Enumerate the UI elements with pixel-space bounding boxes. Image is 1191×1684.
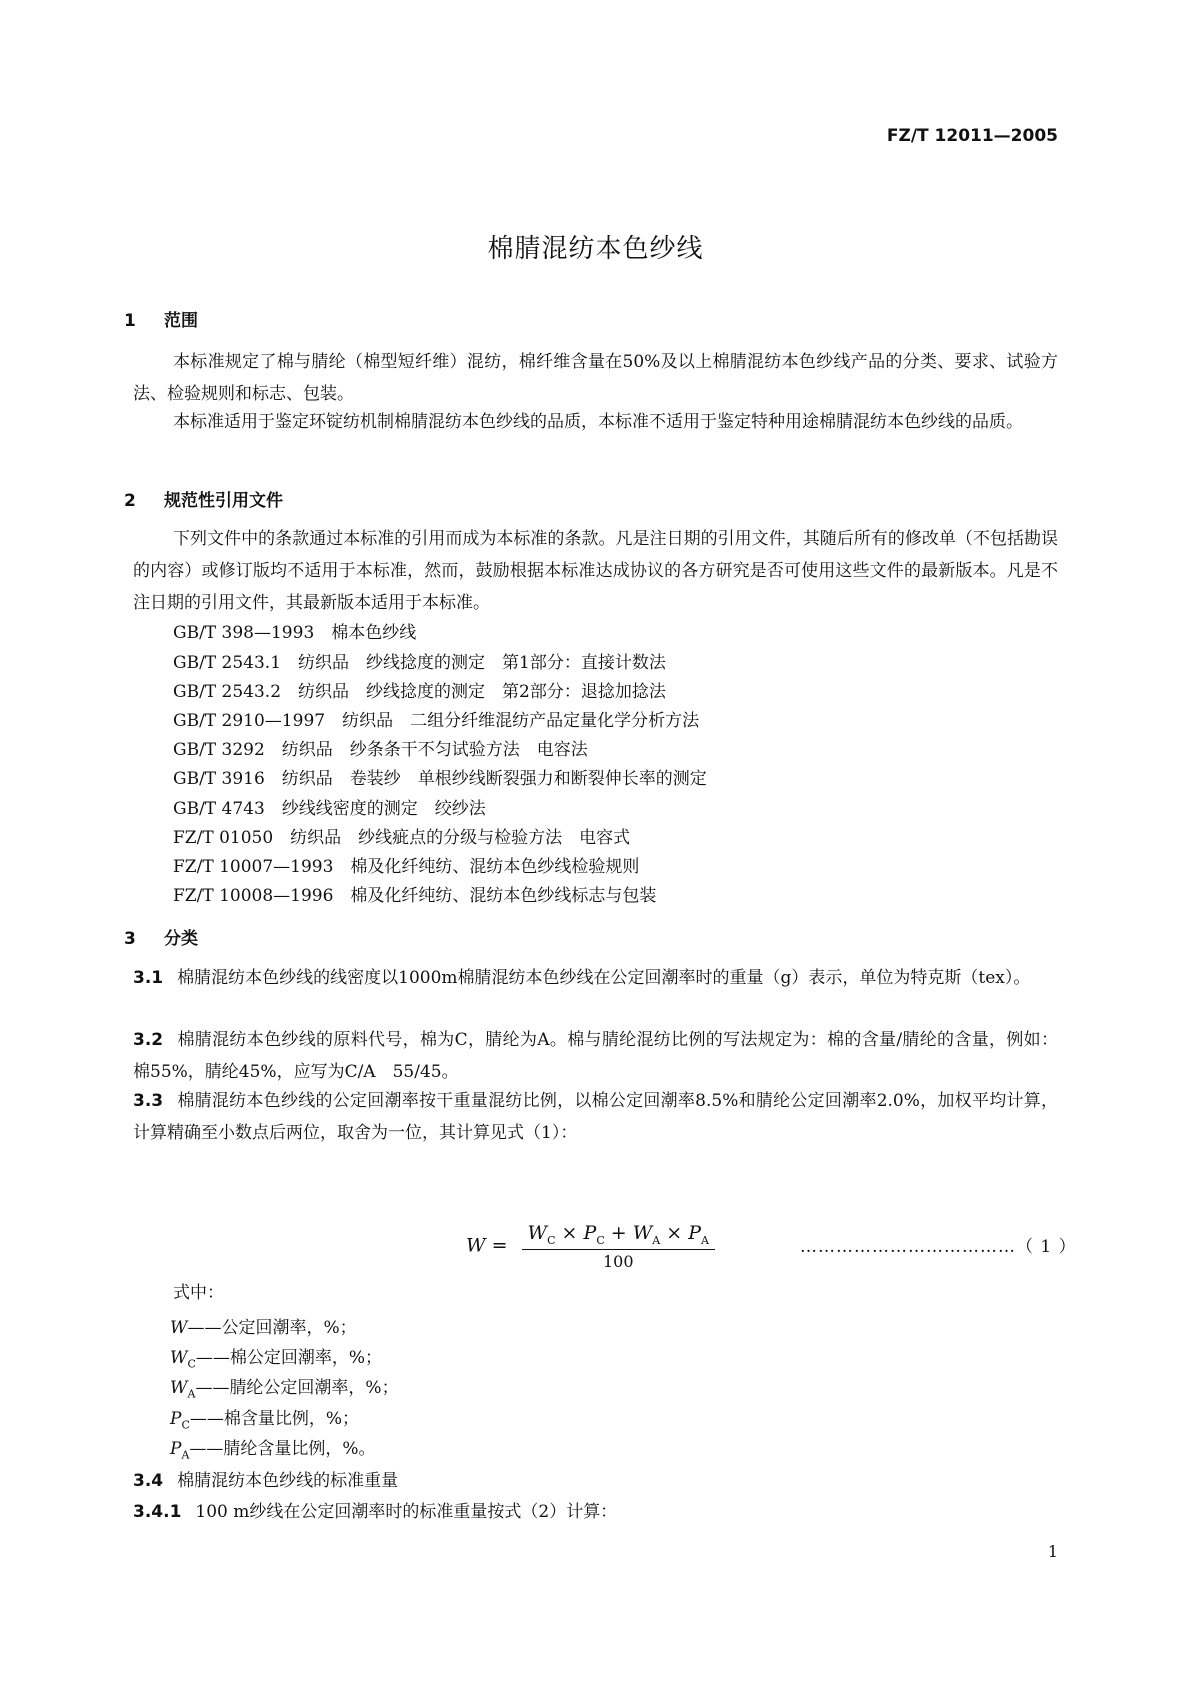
definition-text: ——腈纶含量比例，%。 [189,1439,376,1459]
subscript: A [701,1233,709,1247]
clause-text: 100 m纱线在公定回潮率时的标准重量按式（2）计算： [195,1502,618,1522]
reference-item: FZ/T 01050 纺织品 纱线疵点的分级与检验方法 电容式 [173,828,631,848]
symbol-p: P [583,1222,597,1244]
symbol-p: P [688,1222,702,1244]
formula-1 [466,1222,715,1271]
clause-3-1 [133,962,1058,994]
clause-3-3 [133,1085,1058,1149]
reference-item: FZ/T 10007—1993 棉及化纤纯纺、混纺本色纱线检验规则 [173,857,640,877]
definition-text: ——棉含量比例，%； [189,1409,360,1429]
subscript: A [652,1233,661,1247]
section-3-heading [124,924,198,949]
clause-text: 棉腈混纺本色纱线的标准重量 [177,1471,399,1491]
times-sign: × [561,1222,578,1244]
definition-symbol: P [170,1409,182,1429]
times-sign: × [666,1222,683,1244]
subscript: C [181,1418,190,1432]
clause-text: 棉腈混纺本色纱线的公定回潮率按干重量混纺比例，以棉公定回潮率8.5%和腈纶公定回潮率2.0%，加权平均计算，计算精确至小数点后两位，取舍为一位，其计算见式（1）： [133,1091,1058,1143]
definition-text: ——棉公定回潮率，%； [195,1348,383,1368]
section-title: 范围 [164,311,198,331]
section-number: 2 [124,491,136,511]
formula-number: ………………………………（ 1 ） [800,1237,1077,1257]
formula-lhs: W [466,1234,486,1257]
clause-number: 3.3 [133,1091,164,1111]
section-1-paragraph-1: 本标准规定了棉与腈纶（棉型短纤维）混纺，棉纤维含量在50%及以上棉腈混纺本色纱线产品的分类、要求、试验方法、检验规则和标志、包装。 [133,352,1058,404]
definition-item [170,1313,357,1340]
definition-text: ——腈纶公定回潮率，%； [195,1378,399,1398]
reference-item: GB/T 3916 纺织品 卷装纱 单根纱线断裂强力和断裂伸长率的测定 [173,769,707,789]
definition-item [170,1404,359,1431]
reference-item: GB/T 2910—1997 纺织品 二组分纤维混纺产品定量化学分析方法 [173,711,700,731]
clause-3-4-1 [133,1496,1058,1528]
where-label: 式中： [173,1283,224,1303]
subscript: A [181,1448,190,1462]
definition-item [170,1373,399,1400]
reference-item: FZ/T 10008—1996 棉及化纤纯纺、混纺本色纱线标志与包装 [173,886,657,906]
formula-denominator: 100 [603,1251,634,1271]
plus-sign: + [610,1222,627,1244]
page-number: 1 [1047,1542,1058,1561]
clause-number: 3.1 [133,968,164,988]
section-title: 规范性引用文件 [164,491,283,511]
section-2-heading [124,486,283,511]
reference-item: GB/T 2543.2 纺织品 纱线捻度的测定 第2部分：退捻加捻法 [173,682,666,702]
definition-item [170,1343,382,1370]
definition-symbol: W [170,1318,188,1338]
definition-text: ——公定回潮率，%； [187,1318,357,1338]
reference-item: GB/T 2543.1 纺织品 纱线捻度的测定 第1部分：直接计数法 [173,653,666,673]
definition-symbol: P [170,1439,182,1459]
definition-symbol: W [170,1348,188,1368]
section-1-heading [124,306,198,331]
formula-equals: = [491,1234,508,1257]
subscript: C [547,1233,556,1247]
standard-number: FZ/T 12011—2005 [886,126,1058,146]
clause-number: 3.2 [133,1030,164,1050]
clause-number: 3.4 [133,1471,164,1491]
formula-numerator [522,1222,715,1250]
clause-3-2 [133,1024,1058,1088]
subscript: A [187,1387,196,1401]
section-number: 1 [124,311,136,331]
definition-symbol: W [170,1378,188,1398]
clause-text: 棉腈混纺本色纱线的线密度以1000m棉腈混纺本色纱线在公定回潮率时的重量（g）表示，单位为特克斯（tex）。 [177,968,1031,988]
subscript: C [596,1233,605,1247]
clause-number: 3.4.1 [133,1502,182,1522]
definition-item [170,1434,376,1461]
symbol-w: W [632,1222,653,1244]
section-number: 3 [124,929,136,949]
subscript: C [187,1357,196,1371]
symbol-w: W [527,1222,548,1244]
clause-text: 棉腈混纺本色纱线的原料代号，棉为C，腈纶为A。棉与腈纶混纺比例的写法规定为：棉的含量/腈纶的含量，例如：棉55%，腈纶45%，应写为C/A 55/45。 [133,1030,1058,1082]
reference-item: GB/T 398—1993 棉本色纱线 [173,623,417,643]
clause-3-4 [133,1465,1058,1497]
reference-item: GB/T 3292 纺织品 纱条条干不匀试验方法 电容法 [173,740,588,760]
document-title: 棉腈混纺本色纱线 [487,234,704,264]
section-1-paragraph-2: 本标准适用于鉴定环锭纺机制棉腈混纺本色纱线的品质，本标准不适用于鉴定特种用途棉腈混纺本色纱线的品质。 [173,412,1023,432]
section-2-intro: 下列文件中的条款通过本标准的引用而成为本标准的条款。凡是注日期的引用文件，其随后所有的修改单（不包括勘误的内容）或修订版均不适用于本标准，然而，鼓励根据本标准达成协议的各方研究是否可使用这些文件的最新版本。凡是不注日期的引用文件，其最新版本适用于本标准。 [133,529,1058,613]
formula-fraction [522,1222,715,1271]
section-title: 分类 [164,929,198,949]
reference-item: GB/T 4743 纱线线密度的测定 绞纱法 [173,799,486,819]
